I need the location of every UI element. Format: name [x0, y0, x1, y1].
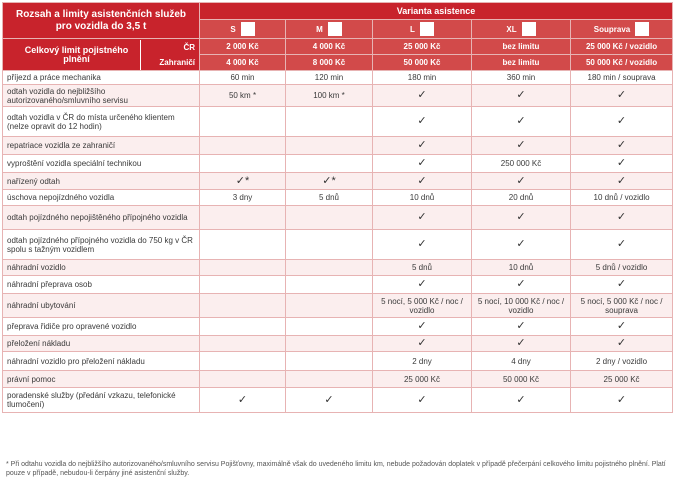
cell-value: 250 000 Kč: [500, 159, 542, 168]
cell-souprava: [571, 137, 673, 155]
check-icon: ✓: [417, 320, 427, 332]
limit-region-1: Zahraničí: [159, 57, 195, 67]
row-label: odtah vozidla do nejbližšího autorizovaného/smluvního servisu: [3, 85, 200, 107]
check-icon: ✓: [616, 174, 627, 187]
cell-l: [373, 206, 472, 230]
cell-xl: [472, 173, 571, 190]
row-label: nařízený odtah: [3, 173, 200, 190]
row-label: vyproštění vozidla speciální technikou: [3, 155, 200, 173]
check-icon: ✓: [616, 157, 627, 169]
row-label: náhradní vozidlo pro přeložení nákladu: [3, 352, 200, 371]
cell-s: [200, 107, 286, 137]
cell-value: 20 dnů: [508, 193, 534, 202]
limit-value: 4 000 Kč: [200, 55, 286, 71]
cell-s: [200, 276, 286, 294]
row-label: odtah pojízdného nepojištěného přípojného vozidla: [3, 206, 200, 230]
table-row: [3, 260, 673, 276]
cell-l: [373, 371, 472, 388]
cell-value: 25 000 Kč: [403, 374, 441, 384]
variant-l: [373, 20, 472, 39]
check-icon: ✓: [516, 139, 526, 151]
cell-xl: [472, 336, 571, 352]
cell-value: 2 dny / vozidlo: [595, 356, 648, 366]
cell-s: [200, 318, 286, 336]
check-icon: ✓: [324, 393, 334, 406]
cell-l: [373, 137, 472, 155]
cell-l: [373, 336, 472, 352]
cell-m: [286, 388, 373, 413]
assistance-table-page: [2, 2, 672, 477]
cell-value: 50 000 Kč: [502, 374, 540, 384]
cell-value: 120 min: [314, 73, 344, 82]
cell-l: [373, 107, 472, 137]
cell-souprava: [571, 318, 673, 336]
cell-value: 2 dny: [412, 356, 432, 366]
table-row: [3, 173, 673, 190]
cell-souprava: [571, 71, 673, 85]
table-row: [3, 336, 673, 352]
cell-value: 60 min: [230, 73, 255, 82]
row-label: přeložení nákladu: [3, 336, 200, 352]
cell-xl: [472, 85, 571, 107]
cell-m: [286, 190, 373, 206]
cell-souprava: [571, 336, 673, 352]
cell-l: [373, 155, 472, 173]
variant-header: Varianta asistence: [200, 3, 673, 20]
cell-xl: [472, 155, 571, 173]
cell-s: [200, 230, 286, 260]
cell-m: [286, 371, 373, 388]
check-icon: ✓: [516, 89, 526, 101]
cell-souprava: [571, 107, 673, 137]
check-icon: ✓: [516, 393, 526, 406]
row-label: náhradní ubytování: [3, 294, 200, 318]
limit-value: 50 000 Kč / vozidlo: [571, 55, 673, 71]
cell-m: [286, 85, 373, 107]
table-row: [3, 294, 673, 318]
cell-souprava: [571, 294, 673, 318]
cell-souprava: [571, 155, 673, 173]
variant-xl: [472, 20, 571, 39]
cell-xl: [472, 388, 571, 413]
check-icon: ✓*: [322, 174, 336, 187]
cell-s: [200, 155, 286, 173]
cell-value: 10 dnů / vozidlo: [593, 193, 650, 202]
row-label: poradenské služby (předání vzkazu, telefonické tlumočení): [3, 388, 200, 413]
limit-value: 8 000 Kč: [286, 55, 373, 71]
limit-label-text: Celkový limit pojistného plnění: [24, 44, 129, 64]
cell-l: [373, 318, 472, 336]
row-label: přeprava řidiče pro opravené vozidlo: [3, 318, 200, 336]
cell-souprava: [571, 85, 673, 107]
table-row: [3, 352, 673, 371]
limit-value: 2 000 Kč: [200, 39, 286, 55]
limit-region-0: ČR: [183, 42, 195, 52]
cell-xl: [472, 137, 571, 155]
variant-s: [200, 20, 286, 39]
check-icon: ✓: [516, 211, 526, 223]
variant-name: Souprava: [593, 24, 631, 34]
variant-checkbox[interactable]: [328, 22, 342, 36]
cell-s: [200, 137, 286, 155]
check-icon: ✓: [616, 393, 627, 406]
cell-value: 50 km *: [228, 91, 257, 100]
check-icon: ✓: [417, 157, 427, 169]
check-icon: ✓: [417, 174, 427, 187]
table-title: Rozsah a limity asistenčních služeb pro vozidla do 3,5 t: [3, 3, 200, 39]
check-icon: ✓: [417, 278, 427, 290]
cell-souprava: [571, 230, 673, 260]
variant-name: S: [230, 24, 236, 34]
row-label: příjezd a práce mechanika: [3, 71, 200, 85]
variant-name: XL: [506, 24, 517, 34]
cell-value: 180 min / souprava: [587, 73, 656, 82]
table-row: [3, 71, 673, 85]
cell-xl: [472, 107, 571, 137]
cell-value: 5 dnů / vozidlo: [595, 263, 648, 272]
check-icon: ✓: [237, 393, 248, 406]
cell-s: [200, 206, 286, 230]
cell-xl: [472, 206, 571, 230]
cell-m: [286, 318, 373, 336]
row-label: úschova nepojízdného vozidla: [3, 190, 200, 206]
cell-xl: [472, 260, 571, 276]
cell-m: [286, 294, 373, 318]
cell-m: [286, 276, 373, 294]
cell-value: 25 000 Kč: [603, 374, 640, 384]
table-row: [3, 230, 673, 260]
cell-l: [373, 230, 472, 260]
cell-xl: [472, 318, 571, 336]
variant-m: [286, 20, 373, 39]
check-icon: ✓: [417, 139, 427, 151]
cell-s: [200, 336, 286, 352]
cell-l: [373, 190, 472, 206]
variant-checkbox[interactable]: [522, 22, 536, 36]
cell-m: [286, 230, 373, 260]
cell-xl: [472, 230, 571, 260]
variant-name: M: [316, 24, 323, 34]
footnote: * Při odtahu vozidla do nejbližšího autorizovaného/smluvního servisu Pojišťovny, maximálně však do uvedeného limitu km, nebude požadován doplatek v případě přečerpání celkového limitu pojistného plnění. Platí pouze v případě, nebudou-li čerpány jiné asistenční služby.: [6, 461, 666, 477]
check-icon: ✓: [516, 278, 526, 290]
check-icon: ✓: [417, 393, 427, 406]
cell-value: 5 dnů: [318, 193, 340, 202]
check-icon: ✓: [616, 320, 627, 332]
variant-name: L: [410, 24, 415, 34]
table-row: [3, 371, 673, 388]
limit-value: bez limitu: [472, 39, 571, 55]
cell-value: 180 min: [407, 73, 437, 82]
variant-checkbox[interactable]: [635, 22, 649, 36]
cell-value: 4 dny: [511, 356, 531, 366]
cell-value: 5 nocí, 5 000 Kč / noc / vozidlo: [381, 296, 463, 315]
cell-xl: [472, 276, 571, 294]
cell-souprava: [571, 206, 673, 230]
cell-l: [373, 294, 472, 318]
cell-value: 10 dnů: [508, 263, 534, 272]
check-icon: ✓: [616, 89, 627, 101]
cell-value: 10 dnů: [409, 193, 435, 202]
cell-s: [200, 85, 286, 107]
cell-value: 360 min: [506, 73, 536, 82]
cell-value: 5 dnů: [411, 263, 433, 272]
cell-l: [373, 173, 472, 190]
table-row: [3, 206, 673, 230]
row-label: právní pomoc: [3, 371, 200, 388]
cell-s: [200, 173, 286, 190]
check-icon: ✓: [516, 238, 526, 250]
cell-souprava: [571, 388, 673, 413]
cell-s: [200, 371, 286, 388]
check-icon: ✓: [417, 89, 427, 101]
cell-s: [200, 352, 286, 371]
cell-s: [200, 190, 286, 206]
table-row: [3, 318, 673, 336]
cell-l: [373, 352, 472, 371]
assistance-limits-table: [2, 2, 673, 413]
check-icon: ✓: [616, 115, 627, 127]
cell-xl: [472, 294, 571, 318]
table-row: [3, 85, 673, 107]
cell-souprava: [571, 371, 673, 388]
cell-l: [373, 85, 472, 107]
check-icon: ✓: [417, 337, 427, 349]
table-row: [3, 137, 673, 155]
row-label: náhradní vozidlo: [3, 260, 200, 276]
cell-m: [286, 336, 373, 352]
cell-l: [373, 276, 472, 294]
cell-souprava: [571, 190, 673, 206]
cell-value: 5 nocí, 5 000 Kč / noc / souprava: [580, 296, 663, 315]
cell-m: [286, 352, 373, 371]
check-icon: ✓: [616, 211, 627, 223]
cell-m: [286, 107, 373, 137]
row-label: odtah vozidla v ČR do místa určeného klientem (nelze opravit do 12 hodin): [3, 107, 200, 137]
cell-m: [286, 260, 373, 276]
check-icon: ✓: [516, 174, 526, 187]
cell-m: [286, 71, 373, 85]
cell-value: 100 km *: [313, 91, 345, 100]
check-icon: ✓*: [235, 174, 250, 187]
variant-checkbox[interactable]: [420, 22, 434, 36]
cell-xl: [472, 190, 571, 206]
cell-m: [286, 206, 373, 230]
cell-souprava: [571, 352, 673, 371]
check-icon: ✓: [616, 278, 627, 290]
variant-souprava: [571, 20, 673, 39]
row-label: odtah pojízdného přípojného vozidla do 750 kg v ČR spolu s tažným vozidlem: [3, 230, 200, 260]
check-icon: ✓: [616, 139, 627, 151]
cell-value: 5 nocí, 10 000 Kč / noc / vozidlo: [477, 296, 565, 315]
check-icon: ✓: [417, 238, 427, 250]
check-icon: ✓: [516, 320, 526, 332]
limit-value: 25 000 Kč / vozidlo: [571, 39, 673, 55]
cell-souprava: [571, 260, 673, 276]
check-icon: ✓: [516, 337, 526, 349]
check-icon: ✓: [616, 337, 627, 349]
cell-m: [286, 137, 373, 155]
cell-m: [286, 173, 373, 190]
check-icon: ✓: [417, 115, 427, 127]
cell-s: [200, 294, 286, 318]
limit-label: [3, 39, 200, 71]
table-row: [3, 107, 673, 137]
limit-value: bez limitu: [472, 55, 571, 71]
table-row: [3, 276, 673, 294]
cell-s: [200, 71, 286, 85]
limit-value: 50 000 Kč: [373, 55, 472, 71]
limit-value: 4 000 Kč: [286, 39, 373, 55]
variant-checkbox[interactable]: [241, 22, 255, 36]
table-row: [3, 388, 673, 413]
row-label: náhradní přeprava osob: [3, 276, 200, 294]
cell-m: [286, 155, 373, 173]
cell-s: [200, 260, 286, 276]
cell-souprava: [571, 173, 673, 190]
cell-xl: [472, 352, 571, 371]
cell-xl: [472, 371, 571, 388]
check-icon: ✓: [417, 211, 427, 223]
cell-xl: [472, 71, 571, 85]
cell-l: [373, 388, 472, 413]
row-label: repatriace vozidla ze zahraničí: [3, 137, 200, 155]
cell-l: [373, 71, 472, 85]
cell-value: 3 dny: [232, 193, 253, 202]
cell-s: [200, 388, 286, 413]
check-icon: ✓: [616, 238, 627, 250]
table-row: [3, 155, 673, 173]
cell-l: [373, 260, 472, 276]
cell-souprava: [571, 276, 673, 294]
check-icon: ✓: [516, 115, 526, 127]
limit-value: 25 000 Kč: [373, 39, 472, 55]
table-row: [3, 190, 673, 206]
